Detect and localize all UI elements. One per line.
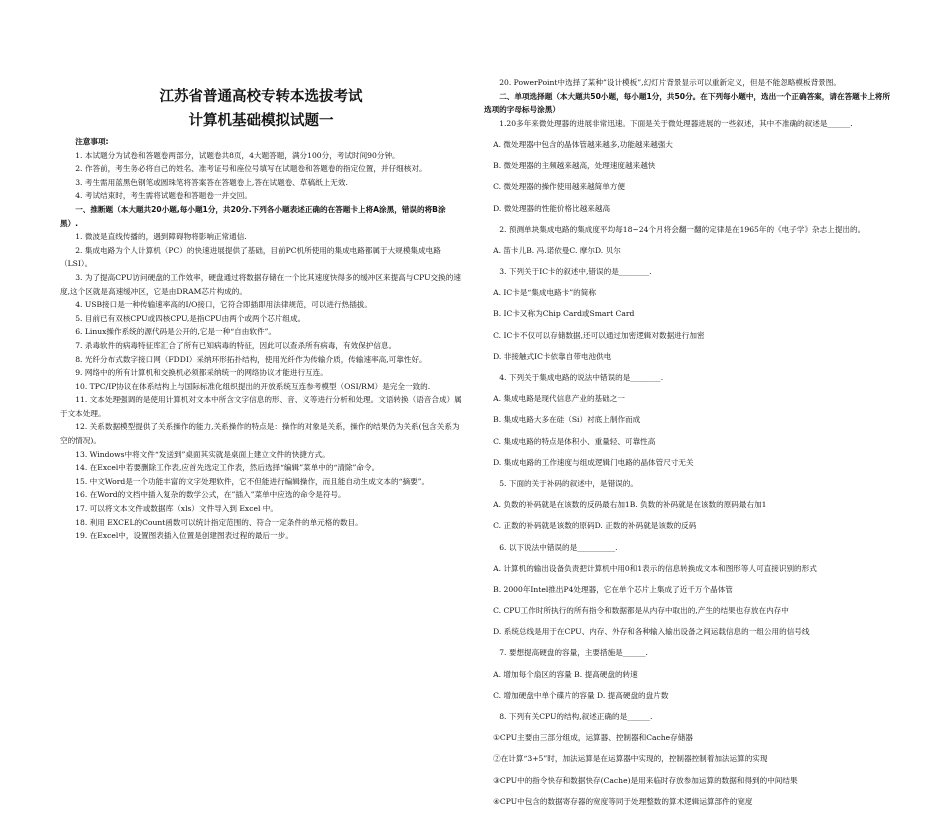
question-item: 3. 下列关于IC卡的叙述中,错误的是________. bbox=[499, 267, 652, 277]
section2-heading: 二、单项选择题（本大题共50小题，每小题1分，共50分。在下列每小题中，选出一个正确答案，请在答题卡上将所选项的字母标号涂黑） bbox=[484, 91, 891, 115]
notice-heading: 注意事项: bbox=[75, 137, 109, 146]
question-item: 7. 要想提高硬盘的容量，主要措施是______. bbox=[499, 648, 648, 658]
option-item: D. 非接触式IC卡依靠自带电池供电 bbox=[493, 351, 612, 361]
exam-title: 江苏省普通高校专转本选拔考试 bbox=[159, 89, 363, 105]
question-item: 17. 可以将文本文件或数据库（xls）文件导入到 Excel 中。 bbox=[75, 504, 278, 514]
option-item: C. 集成电路的特点是体积小、重量轻、可靠性高 bbox=[493, 436, 656, 446]
option-item: C. 微处理器的操作使用越来越简单方便 bbox=[493, 182, 625, 192]
question-item: 13. Windows中将文件“发送到”桌面其实就是桌面上建立文件的快捷方式。 bbox=[75, 449, 330, 459]
option-item: C. CPU工作时所执行的所有指令和数据都是从内存中取出的,产生的结果也存放在内存中 bbox=[493, 606, 789, 616]
question-item: 20. PowerPoint中选择了某种”设计模板”,幻灯片背景显示可以重新定义，但是不能忽略模板背景图。 bbox=[499, 78, 841, 87]
option-item: ③CPU中的指令快存和数据快存(Cache)是用来临时存放参加运算的数据和得到的中间结果 bbox=[493, 775, 798, 785]
notice-item: 4. 考试结束时，考生需将试题卷和答题卷一并交回。 bbox=[75, 191, 252, 201]
question-item: 2. 预测单块集成电路的集成度平均每18~24个月将会翻一翻的定律是在1965年的《电子学》杂志上提出的。 bbox=[499, 224, 866, 234]
option-item: A. IC卡是“集成电路卡”的简称 bbox=[493, 288, 596, 298]
question-item: 15. 中文Word是一个功能丰富的文字处理软件，它不但能进行编辑操作，而且能自动生成文本的“摘要”。 bbox=[75, 476, 430, 486]
question-item: 8. 光纤分布式数字接口网（FDDI）采纳环形拓扑结构，使用光纤作为传输介质，传输速率高,可靠性好。 bbox=[75, 354, 427, 364]
question-item: 16. 在Word的文档中插入复杂的数学公式，在”插入”菜单中应选的命令是符号。 bbox=[75, 490, 346, 500]
notice-item: 2. 作答前，考生务必将自己的姓名、准考证号和座位号填写在试题卷和答题卷的指定位置，并仔细核对。 bbox=[75, 164, 427, 174]
option-item: C. IC卡不仅可以存储数据,还可以通过加密逻辑对数据进行加密 bbox=[493, 330, 705, 340]
question-item: 1. 微波是直线传播的，遇到障碍物将影响正常通信. bbox=[75, 232, 247, 242]
left-body bbox=[60, 135, 462, 543]
question-item: 6. 以下说法中错误的是__________. bbox=[499, 542, 618, 552]
question-item: 10. TPC/IP协议在体系结构上与国际标准化组织提出的开放系统互连参考模型（OSI/RM）是完全一致的. bbox=[75, 381, 431, 391]
question-item: 6. Linux操作系统的源代码是公开的,它是一种“自由软件”。 bbox=[75, 327, 277, 337]
option-item: D. 集成电路的工作速度与组成逻辑门电路的晶体管尺寸无关 bbox=[493, 457, 694, 467]
question-item: 8. 下列有关CPU的结构,叙述正确的是______. bbox=[499, 712, 653, 722]
question-item: 14. 在Excel中若要删除工作表,应首先选定工作表，然后选择“编辑”菜单中的“清除”命令。 bbox=[75, 463, 380, 473]
option-item: A. 计算机的输出设备负责把计算机中用0和1表示的信息转换成文本和图形等人可直接识别的形式 bbox=[493, 563, 817, 573]
question-item: 5. 目前已有双核CPU或四核CPU,是指CPU由两个或两个芯片组成。 bbox=[75, 313, 306, 323]
option-item: B. 集成电路大多在硅（Si）衬底上制作而成 bbox=[493, 415, 641, 425]
question-item: 1.20多年来微处理器的进展非常迅速。下面是关于微处理器进展的一些叙述，其中不准确的叙述是______. bbox=[499, 118, 853, 128]
option-item: A. 笛卡儿B. 冯.诺依曼C. 摩尔D. 贝尔 bbox=[493, 245, 621, 255]
exam-subtitle: 计算机基础模拟试题一 bbox=[188, 113, 334, 129]
question-item: 11. 文本处理强调的是使用计算机对文本中所含文字信息的形、音、义等进行分析和处理。文语转换（语音合成）属于文本处理。 bbox=[60, 395, 462, 418]
question-item: 2. 集成电路为个人计算机（PC）的快速进展提供了基础，目前PC机所使用的集成电路都属于大规模集成电路（LSI）。 bbox=[60, 245, 441, 269]
option-item: ②在计算“3+5”时，加法运算是在运算器中实现的，控制器控制着加法运算的实现 bbox=[493, 754, 768, 764]
notice-item: 1. 本试题分为试卷和答题卷两部分，试题卷共8页，4大题答题，满分100分，考试时间90分钟。 bbox=[75, 150, 400, 160]
question-item: 12. 关系数据模型提供了关系操作的能力,关系操作的特点是：操作的对象是关系，操作的结果仍为关系(包含关系为空的情况)。 bbox=[60, 422, 460, 446]
question-item: 9. 网络中的所有计算机和交换机必须都采纳统一的网络协议才能进行互连。 bbox=[75, 368, 328, 378]
question-item: 5. 下面的关于补码的叙述中，是错误的。 bbox=[499, 478, 638, 488]
option-item: D. 微处理器的性能价格比越来越高 bbox=[493, 203, 611, 213]
question-item: 4. 下列关于集成电路的说法中错误的是________. bbox=[499, 373, 664, 383]
question-item: 3. 为了提高CPU访问硬盘的工作效率，硬盘通过将数据存储在一个比其速度快得多的缓冲区来提高与CPU交换的速度,这个区就是高速缓冲区，它是由DRAM芯片构成的。 bbox=[60, 272, 461, 296]
right-body bbox=[484, 76, 892, 816]
option-item: B. 2000年Intel推出P4处理器，它在单个芯片上集成了近千万个晶体管 bbox=[493, 584, 733, 594]
question-item: 7. 杀毒软件的病毒特征库汇合了所有已知病毒的特征，因此可以查杀所有病毒，有效保护信息。 bbox=[75, 340, 397, 350]
option-item: C. 增加硬盘中单个碟片的容量 D. 提高硬盘的盘片数 bbox=[493, 690, 669, 700]
notice-item: 3. 考生需用蓝黑色钢笔或圆珠笔将答案答在答题卷上,答在试题卷、草稿纸上无效. bbox=[75, 177, 348, 187]
option-item: ④CPU中包含的数据寄存器的宽度等同于处理整数的算术逻辑运算部件的宽度 bbox=[493, 796, 753, 806]
option-item: A. 微处理器中包含的晶体管越来越多,功能越来越强大 bbox=[493, 139, 673, 149]
option-item: B. IC卡又称为Chip Card或Smart Card bbox=[493, 309, 635, 319]
question-item: 19. 在Excel中，设置图表插入位置是创建图表过程的最后一步。 bbox=[75, 531, 293, 541]
option-item: D. 系统总线是用于在CPU、内存、外存和各种输入输出设备之间运载信息的一组公用的信号线 bbox=[493, 627, 810, 637]
option-item: A. 集成电路是现代信息产业的基础之一 bbox=[493, 394, 625, 404]
option-item: A. 增加每个扇区的容量 B. 提高硬盘的转速 bbox=[493, 669, 638, 679]
question-item: 18. 利用 EXCEL的Count函数可以统计指定范围的、符合一定条件的单元格的数目。 bbox=[75, 517, 363, 527]
option-item: A. 负数的补码就是在该数的反码最右加1B. 负数的补码就是在该数的原码最右加1 bbox=[493, 500, 767, 510]
option-item: B. 微处理器的主频越来越高，处理速度越来越快 bbox=[493, 161, 656, 171]
option-item: ①CPU主要由三部分组成，运算器、控制器和Cache存储器 bbox=[493, 733, 693, 743]
option-item: C. 正数的补码就是该数的原码D. 正数的补码就是该数的反码 bbox=[493, 521, 697, 531]
question-item: 4. USB接口是一种传输速率高的I/O接口，它符合即插即用法律规范，可以进行热插拔。 bbox=[75, 300, 372, 310]
section1-heading: 一、推断题（本大题共20小题,每小题1分，共20分.下列各小题表述正确的在答题卡上将A涂黑，错误的将B涂黑）. bbox=[60, 204, 446, 228]
